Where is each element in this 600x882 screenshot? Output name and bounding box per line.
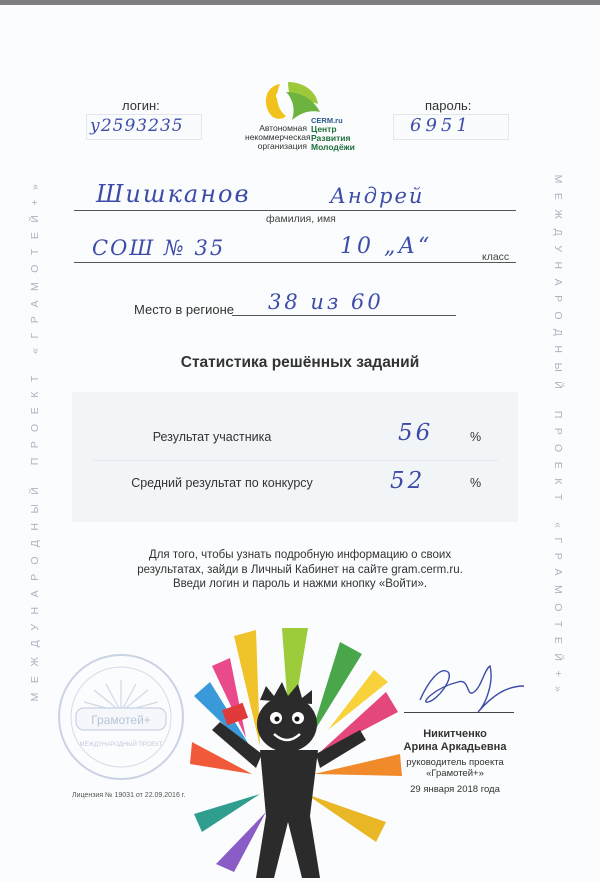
info-line-3: Введи логин и пароль и нажми кнопку «Войти». — [172, 578, 428, 590]
seal-name: Грамотей+ — [91, 713, 151, 727]
stats-divider — [92, 460, 498, 461]
mascot-illustration — [190, 626, 406, 882]
scan-top-edge — [0, 0, 600, 5]
student-surname: Шишканов — [96, 180, 251, 208]
stats-row-unit: % — [470, 430, 482, 444]
name-line — [74, 210, 516, 211]
signer-name-1: Никитченко — [423, 728, 487, 740]
side-text-right: МЕЖДУНАРОДНЫЙ ПРОЕКТ «ГРАМОТЕЙ+» — [552, 174, 564, 702]
license-text: Лицензия № 19031 от 22.09.2016 г. — [72, 792, 186, 799]
org-line-2: некоммерческая — [245, 132, 311, 142]
login-label: логин: — [122, 98, 160, 113]
student-name: Андрей — [330, 184, 425, 208]
class-value: 10 „А“ — [340, 234, 433, 259]
password-value: 6951 — [410, 115, 472, 136]
signer-name-2: Арина Аркадьевна — [403, 741, 507, 753]
seal-sub: МЕЖДУНАРОДНЫЙ ПРОЕКТ — [79, 742, 163, 748]
stats-row-label: Результат участника — [152, 430, 272, 444]
signer-role-2: «Грамотей+» — [426, 768, 484, 779]
brand-text — [311, 116, 355, 152]
stats-title: Статистика решённых заданий — [180, 354, 420, 371]
project-seal — [54, 650, 188, 784]
password-label: пароль: — [425, 98, 472, 113]
place-label: Место в регионе — [134, 302, 234, 317]
signature-block — [380, 728, 530, 795]
signature-date: 29 января 2018 года — [410, 784, 500, 795]
stats-table — [72, 392, 518, 522]
place-value: 38 из 60 — [268, 290, 384, 314]
org-text — [245, 123, 311, 151]
info-line-2: результатах, зайди в Личный Кабинет на сайте gram.cerm.ru. — [137, 563, 463, 576]
org-line-3: организация — [257, 141, 307, 151]
brand-line-2: Развития — [311, 133, 351, 143]
school-value: СОШ № 35 — [92, 236, 226, 260]
info-text — [100, 548, 500, 592]
brand-line-3: Молодёжи — [311, 142, 355, 152]
brand-line-1: Центр — [311, 124, 337, 134]
signer-role-1: руководитель проекта — [406, 757, 504, 768]
org-line-1: Автономная — [259, 123, 307, 133]
school-line — [74, 262, 516, 263]
info-line-1: Для того, чтобы узнать подробную информацию о своих — [148, 549, 452, 561]
stats-row-label: Средний результат по конкурсу — [131, 476, 313, 490]
signature-line — [404, 712, 514, 713]
place-line — [232, 315, 456, 316]
brand-domain: CERM.ru — [311, 116, 343, 125]
class-caption: класс — [482, 251, 510, 263]
stats-row-value: 56 — [398, 420, 434, 446]
stats-row-value: 52 — [390, 468, 426, 494]
login-value: у2593235 — [90, 116, 184, 136]
name-caption: фамилия, имя — [266, 213, 336, 225]
stats-row-unit: % — [470, 476, 482, 490]
side-text-left: МЕЖДУНАРОДНЫЙ ПРОЕКТ «ГРАМОТЕЙ+» — [29, 174, 41, 702]
